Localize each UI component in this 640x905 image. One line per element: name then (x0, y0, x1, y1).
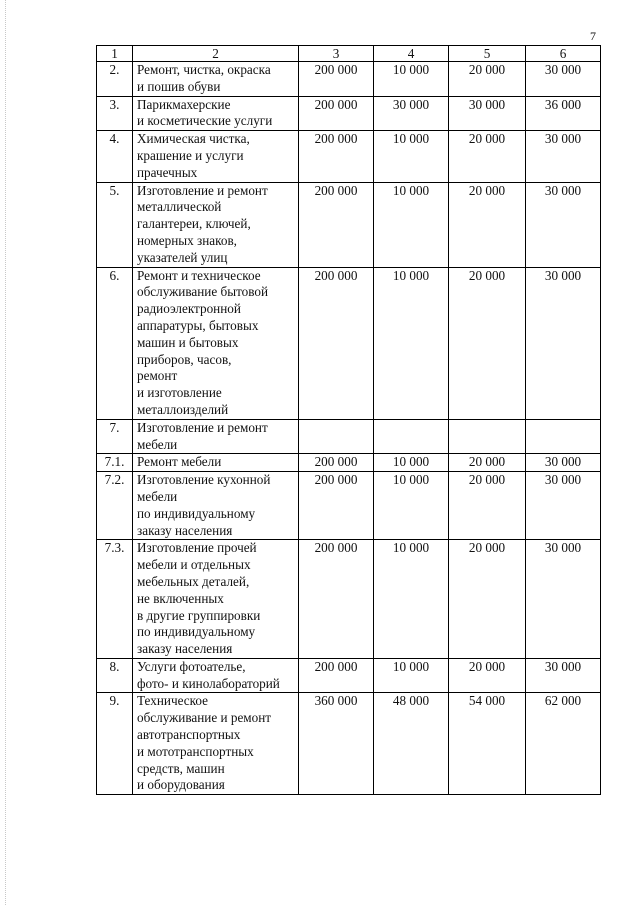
row-number: 6. (97, 267, 133, 419)
row-service-name: Изготовление прочей мебели и отдельных мебельных деталей, не включенных в другие группировки по индивидуальному заказу населения (133, 540, 299, 659)
row-number: 3. (97, 96, 133, 131)
table-row (97, 96, 601, 131)
row-value-col-3: 200 000 (299, 96, 374, 131)
row-service-name: Услуги фотоателье, фото- и кинолабораторий (133, 658, 299, 693)
row-number: 7.2. (97, 472, 133, 540)
row-value-col-3 (299, 419, 374, 454)
row-service-name: Изготовление и ремонт мебели (133, 419, 299, 454)
row-value-col-5 (449, 419, 526, 454)
table-row (97, 62, 601, 97)
row-number: 4. (97, 131, 133, 182)
table-row (97, 472, 601, 540)
row-number: 7.1. (97, 454, 133, 472)
table-row (97, 540, 601, 659)
header-col-5: 5 (449, 46, 526, 62)
row-value-col-5: 20 000 (449, 540, 526, 659)
row-value-col-5: 54 000 (449, 693, 526, 795)
header-col-2: 2 (133, 46, 299, 62)
row-number: 7.3. (97, 540, 133, 659)
row-number: 5. (97, 182, 133, 267)
header-col-3: 3 (299, 46, 374, 62)
row-value-col-3: 200 000 (299, 658, 374, 693)
row-number: 9. (97, 693, 133, 795)
row-value-col-3: 200 000 (299, 540, 374, 659)
row-value-col-6: 30 000 (526, 540, 601, 659)
row-value-col-3: 200 000 (299, 131, 374, 182)
row-value-col-6: 30 000 (526, 658, 601, 693)
table-row (97, 182, 601, 267)
row-service-name: Парикмахерские и косметические услуги (133, 96, 299, 131)
row-value-col-4: 10 000 (374, 540, 449, 659)
row-number: 8. (97, 658, 133, 693)
table-row (97, 658, 601, 693)
header-col-4: 4 (374, 46, 449, 62)
row-value-col-6: 30 000 (526, 62, 601, 97)
row-value-col-5: 20 000 (449, 62, 526, 97)
row-value-col-6: 36 000 (526, 96, 601, 131)
row-value-col-3: 200 000 (299, 454, 374, 472)
row-value-col-6: 30 000 (526, 182, 601, 267)
row-value-col-5: 20 000 (449, 454, 526, 472)
row-service-name: Химическая чистка, крашение и услуги прачечных (133, 131, 299, 182)
row-value-col-4: 10 000 (374, 454, 449, 472)
row-service-name: Изготовление кухонной мебели по индивидуальному заказу населения (133, 472, 299, 540)
row-value-col-6: 30 000 (526, 267, 601, 419)
page-number: 7 (590, 29, 596, 43)
table-row (97, 419, 601, 454)
row-value-col-5: 20 000 (449, 182, 526, 267)
row-value-col-3: 200 000 (299, 62, 374, 97)
row-value-col-4: 10 000 (374, 182, 449, 267)
row-number: 7. (97, 419, 133, 454)
row-value-col-3: 200 000 (299, 472, 374, 540)
row-service-name: Ремонт мебели (133, 454, 299, 472)
row-value-col-3: 200 000 (299, 267, 374, 419)
row-value-col-3: 200 000 (299, 182, 374, 267)
scan-edge (5, 0, 8, 905)
row-value-col-6 (526, 419, 601, 454)
header-col-1: 1 (97, 46, 133, 62)
table-row (97, 454, 601, 472)
row-value-col-4: 10 000 (374, 131, 449, 182)
row-value-col-5: 30 000 (449, 96, 526, 131)
table-header-row (97, 46, 601, 62)
table-row (97, 131, 601, 182)
row-value-col-6: 62 000 (526, 693, 601, 795)
row-value-col-5: 20 000 (449, 131, 526, 182)
row-value-col-6: 30 000 (526, 472, 601, 540)
row-value-col-4: 10 000 (374, 472, 449, 540)
row-value-col-4: 48 000 (374, 693, 449, 795)
row-value-col-5: 20 000 (449, 472, 526, 540)
header-col-6: 6 (526, 46, 601, 62)
table-row (97, 693, 601, 795)
row-value-col-6: 30 000 (526, 131, 601, 182)
row-value-col-4: 30 000 (374, 96, 449, 131)
row-service-name: Техническое обслуживание и ремонт автотранспортных и мототранспортных средств, машин и оборудования (133, 693, 299, 795)
row-value-col-5: 20 000 (449, 658, 526, 693)
row-service-name: Ремонт, чистка, окраска и пошив обуви (133, 62, 299, 97)
row-service-name: Изготовление и ремонт металлической галантереи, ключей, номерных знаков, указателей улиц (133, 182, 299, 267)
row-number: 2. (97, 62, 133, 97)
table-row (97, 267, 601, 419)
tariff-table (96, 45, 601, 795)
row-value-col-5: 20 000 (449, 267, 526, 419)
row-value-col-4 (374, 419, 449, 454)
row-value-col-3: 360 000 (299, 693, 374, 795)
row-value-col-6: 30 000 (526, 454, 601, 472)
row-value-col-4: 10 000 (374, 267, 449, 419)
row-value-col-4: 10 000 (374, 62, 449, 97)
row-service-name: Ремонт и техническое обслуживание бытовой радиоэлектронной аппаратуры, бытовых машин и бытовых приборов, часов, ремонт и изготовление металлоизделий (133, 267, 299, 419)
row-value-col-4: 10 000 (374, 658, 449, 693)
